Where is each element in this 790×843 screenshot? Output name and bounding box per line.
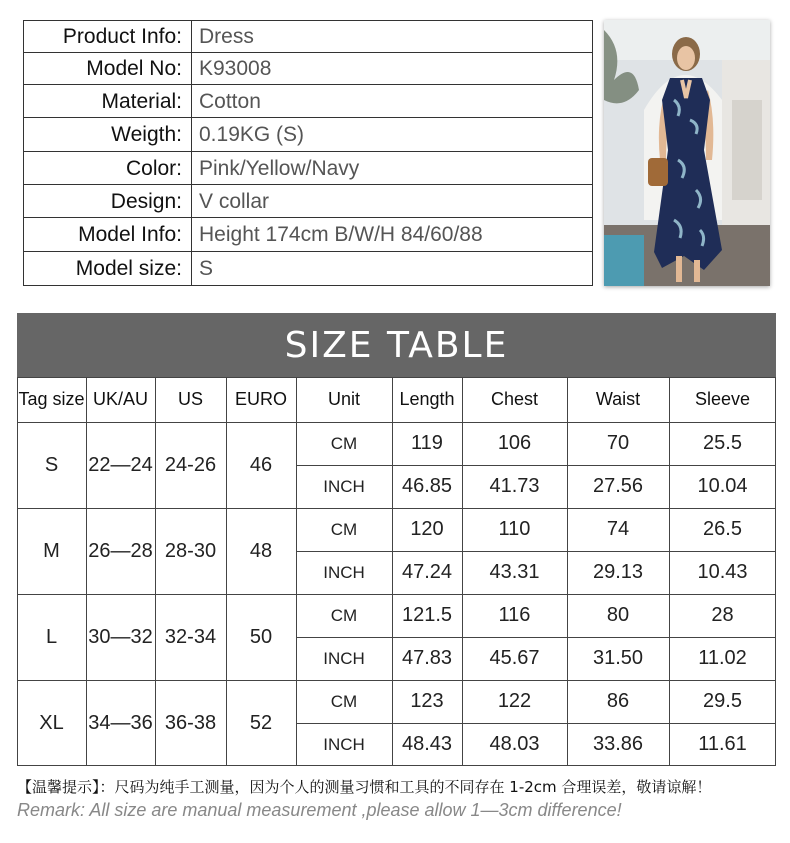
measurement-cell: 29.5	[703, 690, 742, 712]
grid-line-vertical	[155, 377, 156, 766]
unit-cell: CM	[330, 519, 358, 539]
info-row	[24, 84, 592, 118]
measurement-cell: 28	[711, 604, 734, 626]
info-value: K93008	[199, 57, 272, 80]
grid-line-horizontal	[17, 377, 776, 378]
size-tag-cell: L	[45, 625, 58, 648]
unit-cell: INCH	[323, 476, 365, 496]
info-label: Design:	[110, 189, 182, 213]
size-euro-cell: 50	[249, 625, 273, 648]
measurement-cell: 11.61	[698, 733, 747, 755]
measurement-cell: 80	[606, 604, 630, 626]
info-row	[24, 217, 592, 252]
info-row	[24, 184, 592, 218]
size-tag-cell: S	[44, 453, 59, 476]
info-value: V collar	[199, 189, 270, 213]
column-header: US	[177, 389, 203, 409]
measurement-cell: 106	[497, 432, 532, 454]
info-row	[24, 117, 592, 152]
column-header: Unit	[327, 389, 360, 409]
size-table	[17, 377, 776, 765]
measurement-cell: 31.50	[592, 647, 644, 669]
measurement-cell: 10.43	[697, 561, 748, 583]
info-value: Cotton	[199, 89, 261, 113]
size-uk-cell: 30—32	[88, 625, 153, 648]
info-label: Model size:	[75, 257, 182, 280]
size-table-title: SIZE TABLE	[17, 313, 776, 377]
info-divider	[191, 252, 192, 286]
measurement-cell: 116	[498, 604, 531, 626]
size-uk-cell: 26—28	[88, 539, 153, 562]
grid-line-vertical	[226, 377, 227, 766]
measurement-cell: 10.04	[697, 475, 748, 497]
size-tag-cell: M	[43, 539, 60, 562]
grid-line-vertical	[86, 377, 87, 766]
info-row	[24, 151, 592, 185]
grid-line-vertical	[17, 377, 18, 766]
measurement-cell: 47.83	[401, 647, 453, 669]
info-value: Pink/Yellow/Navy	[199, 156, 360, 180]
column-header: Chest	[490, 389, 539, 409]
model-photo-illustration	[604, 20, 770, 286]
measurement-cell: 123	[410, 690, 444, 712]
info-label: Model Info:	[78, 223, 182, 246]
grid-line-vertical	[669, 377, 670, 766]
unit-cell: CM	[330, 605, 358, 625]
measurement-cell: 45.67	[489, 647, 540, 669]
size-us-cell: 32-34	[164, 625, 217, 648]
grid-line-horizontal	[296, 723, 776, 724]
info-row	[24, 21, 592, 52]
measurement-cell: 70	[606, 432, 630, 454]
size-uk-cell: 22—24	[88, 453, 153, 476]
info-value: S	[199, 257, 214, 280]
measurement-cell: 110	[498, 518, 531, 540]
size-euro-cell: 46	[249, 453, 273, 476]
info-label: Color:	[125, 156, 182, 180]
size-us-cell: 36-38	[164, 711, 217, 734]
grid-line-horizontal	[296, 465, 776, 466]
grid-line-horizontal	[296, 637, 776, 638]
info-value: 0.19KG (S)	[199, 123, 305, 146]
measurement-cell: 27.56	[592, 475, 644, 497]
info-value: Height 174cm B/W/H 84/60/88	[199, 223, 483, 246]
grid-line-horizontal	[296, 551, 776, 552]
size-euro-cell: 52	[249, 711, 273, 734]
info-label: Weigth:	[111, 123, 182, 146]
unit-cell: CM	[330, 691, 358, 711]
info-divider	[191, 218, 192, 252]
measurement-cell: 43.31	[489, 561, 540, 583]
measurement-cell: 120	[410, 518, 444, 540]
unit-cell: INCH	[323, 648, 365, 668]
measurement-cell: 11.02	[698, 647, 747, 669]
info-divider	[191, 53, 192, 85]
column-header: Length	[399, 389, 455, 409]
info-label: Product Info:	[62, 24, 182, 48]
info-label: Model No:	[86, 57, 182, 80]
measurement-cell: 121.5	[401, 604, 453, 626]
grid-line-vertical	[392, 377, 393, 766]
info-row	[24, 251, 592, 286]
model-photo	[604, 20, 770, 286]
measurement-cell: 48.43	[401, 733, 453, 755]
column-header: Waist	[595, 389, 641, 409]
grid-line-horizontal	[17, 680, 776, 681]
info-divider	[191, 185, 192, 218]
unit-cell: INCH	[323, 734, 365, 754]
measurement-cell: 25.5	[703, 432, 742, 454]
size-uk-cell: 34—36	[88, 711, 153, 734]
info-divider	[191, 85, 192, 118]
grid-line-vertical	[462, 377, 463, 766]
size-us-cell: 28-30	[164, 539, 217, 562]
measurement-cell: 47.24	[401, 561, 453, 583]
column-header: EURO	[234, 389, 287, 409]
grid-line-horizontal	[17, 594, 776, 595]
unit-cell: CM	[330, 433, 358, 453]
grid-line-horizontal	[17, 508, 776, 509]
measurement-cell: 48.03	[489, 733, 540, 755]
measurement-cell: 74	[606, 518, 630, 540]
measurement-cell: 46.85	[401, 475, 453, 497]
measurement-cell: 122	[497, 690, 532, 712]
measurement-cell: 26.5	[703, 518, 742, 540]
info-label: Material:	[101, 89, 182, 113]
column-header: Sleeve	[694, 389, 751, 409]
size-tag-cell: XL	[39, 711, 64, 734]
grid-line-vertical	[775, 377, 776, 766]
product-info-table	[23, 20, 593, 286]
grid-line-horizontal	[17, 765, 776, 766]
remark-note: Remark: All size are manual measurement ,please allow 1—3cm difference!	[17, 800, 622, 820]
measurement-cell: 29.13	[592, 561, 644, 583]
grid-line-vertical	[567, 377, 568, 766]
info-row	[24, 52, 592, 85]
unit-cell: INCH	[323, 562, 365, 582]
size-euro-cell: 48	[249, 539, 273, 562]
measurement-cell: 33.86	[592, 733, 644, 755]
measurement-cell: 86	[606, 690, 630, 712]
column-header: UK/AU	[92, 389, 148, 409]
info-divider	[191, 118, 192, 152]
size-us-cell: 24-26	[164, 453, 217, 476]
info-value: Dress	[199, 24, 254, 48]
chinese-note: 【温馨提示】：尺码为纯手工测量，因为个人的测量习惯和工具的不同存在 1-2cm 合理误差，敬请谅解！	[17, 778, 712, 796]
column-header: Tag size	[18, 389, 85, 409]
grid-line-horizontal	[17, 422, 776, 423]
measurement-cell: 119	[411, 432, 443, 454]
measurement-cell: 41.73	[489, 475, 540, 497]
info-divider	[191, 21, 192, 52]
grid-line-vertical	[296, 377, 297, 766]
info-divider	[191, 152, 192, 185]
